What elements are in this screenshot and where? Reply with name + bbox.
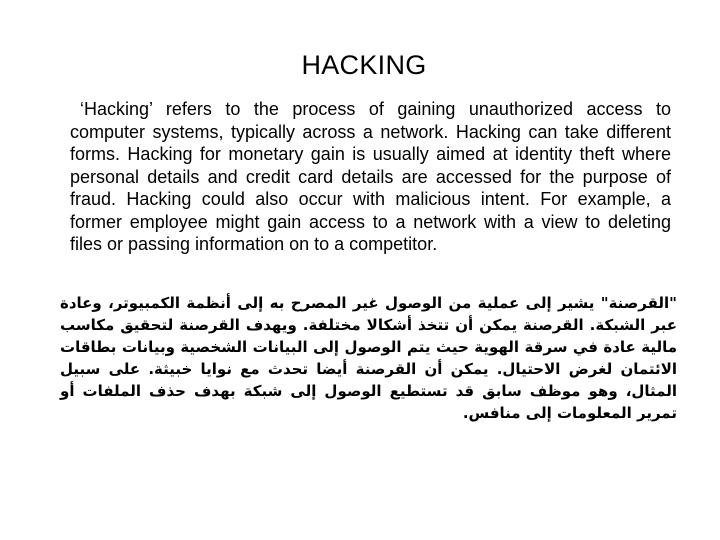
arabic-paragraph: "القرصنة" يشير إلى عملية من الوصول غير المصرح به إلى أنظمة الكمبيوتر، وعادة عبر الشبكة. القرصنة يمكن أن تتخذ أشكالا مختلفة. ويهدف القرصنة لتحقيق مكاسب مالية عادة في سرقة الهوية حيث يتم الوصول إلى البيانات الشخصية وبيانات بطاقات الائتمان لغرض الاحتيال. يمكن أن القرصنة أيضا تحدث مع نوايا خبيثة. على سبيل المثال، وهو موظف سابق قد تستطيع الوصول إلى شبكة بهدف حذف الملفات أو تمرير المعلومات إلى منافس. (60, 294, 677, 422)
english-paragraph: ‘Hacking’ refers to the process of gaining unauthorized access to computer systems, typically across a network. Hacking can take different forms. Hacking for monetary gain is usually aimed at identity theft where personal details and credit card details are accessed for the purpose of fraud. Hacking could also occur with malicious intent. For example, a former employee might gain access to a network with a view to deleting files or passing information on to a competitor. (70, 99, 671, 254)
slide-title: HACKING (301, 50, 427, 80)
